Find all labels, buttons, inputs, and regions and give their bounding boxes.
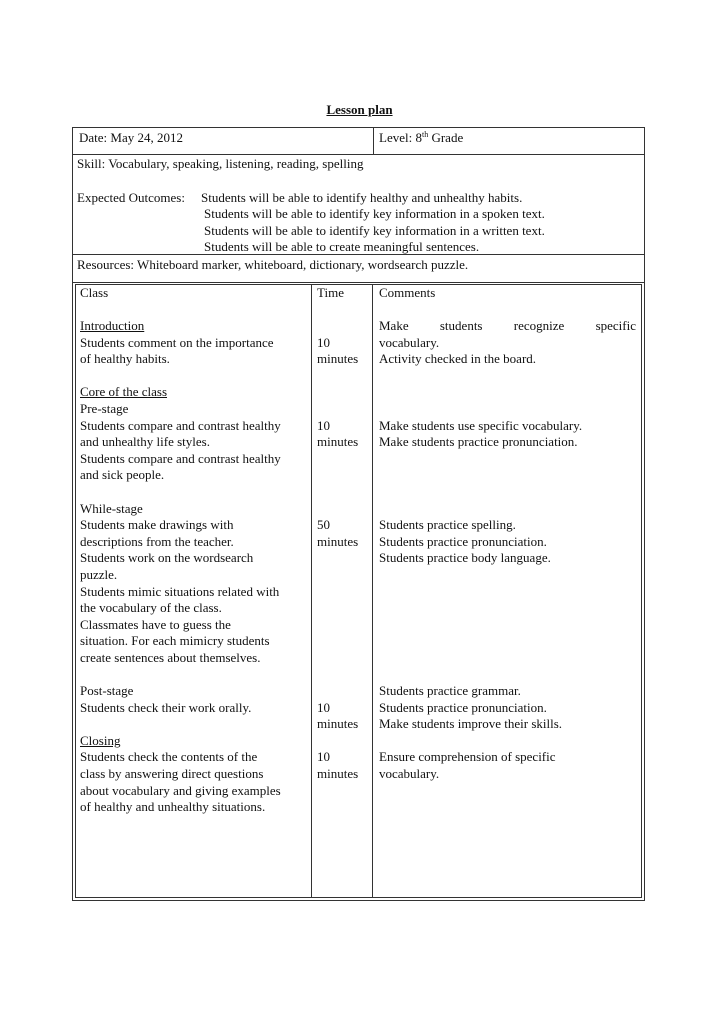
class-line: Students make drawings with [80,517,234,533]
time-line [317,733,358,750]
class-line [80,368,281,385]
time-line: 50 [317,517,330,533]
outcome-item: Students will be able to identify key information in a written text. [204,223,545,238]
class-line: Pre-stage [80,400,129,416]
time-line [317,650,358,667]
comment-line: Students practice pronunciation. [379,699,547,715]
header-col-divider [373,127,374,155]
col-header-class: Class [80,285,109,300]
class-line [80,716,281,733]
comment-line [379,368,636,385]
outcome-item: Students will be able to create meaningful sentences. [204,239,480,254]
class-line [80,666,281,683]
class-line: While-stage [80,500,143,516]
class-line: create sentences about themselves. [80,649,261,665]
row-divider-header [72,154,645,155]
page-title: Lesson plan [326,102,393,117]
time-line [317,467,358,484]
comment-line [379,733,636,750]
class-line: the vocabulary of the class. [80,600,222,616]
comment-line [379,600,636,617]
time-line: minutes [317,351,359,367]
time-line: 10 [317,749,330,765]
time-line [317,683,358,700]
comment-line: vocabulary. [379,766,440,782]
time-line: 10 [317,417,330,433]
class-line: Students check the contents of the [80,749,258,765]
level-cell [379,130,463,147]
class-line: Students check their work orally. [80,699,252,715]
comment-line [379,617,636,634]
table-bottom-inner [75,897,642,898]
level-suffix: Grade [428,130,464,145]
row-divider-table [72,282,645,283]
comment-word: students [439,318,483,333]
comment-line [379,467,636,484]
class-line: Classmates have to guess the [80,616,231,632]
col-header-comments: Comments [379,285,436,300]
comment-line: Students practice spelling. [379,517,516,533]
table-right-inner [641,284,642,898]
comment-line [379,584,636,601]
skill-line: Skill: Vocabulary, speaking, listening, reading, spelling [77,156,364,171]
class-line: descriptions from the teacher. [80,533,234,549]
time-line [317,567,358,584]
level-sup: th [421,130,429,139]
time-line [317,368,358,385]
class-line [80,484,281,501]
comment-justified-line [379,318,636,335]
comment-line [379,501,636,518]
time-line [317,451,358,468]
class-line: and sick people. [80,467,165,483]
comment-word: Make [379,318,409,333]
comment-line: Make students use specific vocabulary. [379,417,583,433]
comment-line: Students practice body language. [379,550,551,566]
outcome-item: Students will be able to identify healthy and unhealthy habits. [201,190,523,205]
class-column [80,318,281,816]
time-line [317,401,358,418]
comment-line: Make students improve their skills. [379,716,563,732]
level-prefix: Level: 8 [379,130,422,145]
class-line: Post-stage [80,683,134,699]
class-line: Students work on the wordsearch [80,550,254,566]
time-line [317,484,358,501]
class-line: Students mimic situations related with [80,583,280,599]
class-line: and unhealthy life styles. [80,434,210,450]
class-line: Students compare and contrast healthy [80,417,281,433]
time-line [317,501,358,518]
comment-line [379,666,636,683]
time-line: minutes [317,533,359,549]
class-line: Students compare and contrast healthy [80,450,281,466]
outcomes-label: Expected Outcomes: [77,190,185,205]
table-left-inner [75,284,76,898]
comment-line: Ensure comprehension of specific [379,749,556,765]
class-line: about vocabulary and giving examples [80,782,281,798]
class-line: Introduction [80,318,145,333]
time-line [317,600,358,617]
time-line: minutes [317,434,359,450]
class-line: Students comment on the importance [80,334,274,350]
comment-line: Activity checked in the board. [379,351,537,367]
table-col-divider-comments [372,284,373,898]
class-line: Core of the class [80,384,168,400]
class-line: of healthy habits. [80,351,170,367]
class-line: puzzle. [80,566,118,582]
resources-line: Resources: Whiteboard marker, whiteboard, dictionary, wordsearch puzzle. [77,257,469,272]
time-line [317,633,358,650]
date-cell: Date: May 24, 2012 [79,130,183,145]
col-header-time: Time [317,285,344,300]
comment-line: Students practice grammar. [379,683,521,699]
time-line: 10 [317,699,330,715]
time-line [317,318,358,335]
row-divider-table-inner [75,284,642,285]
time-line: minutes [317,766,359,782]
time-line: minutes [317,716,359,732]
comment-line [379,451,636,468]
comment-line [379,650,636,667]
outcome-item: Students will be able to identify key information in a spoken text. [204,206,545,221]
time-line [317,384,358,401]
time-column [317,318,358,783]
comment-line [379,633,636,650]
comment-word: specific [595,318,636,333]
comment-line [379,384,636,401]
comment-word: recognize [513,318,565,333]
class-line: situation. For each mimicry students [80,633,270,649]
class-line: of healthy and unhealthy situations. [80,799,266,815]
time-line: 10 [317,334,330,350]
comment-line [379,567,636,584]
comment-line [379,484,636,501]
class-line: Closing [80,732,121,748]
comment-line: Make students practice pronunciation. [379,434,578,450]
comments-column [379,318,636,783]
class-line: class by answering direct questions [80,766,264,782]
time-line [317,584,358,601]
time-line [317,617,358,634]
table-col-divider-time [311,284,312,898]
time-line [317,666,358,683]
comment-line [379,401,636,418]
comment-line: Students practice pronunciation. [379,533,547,549]
comment-line: vocabulary. [379,334,440,350]
time-line [317,550,358,567]
